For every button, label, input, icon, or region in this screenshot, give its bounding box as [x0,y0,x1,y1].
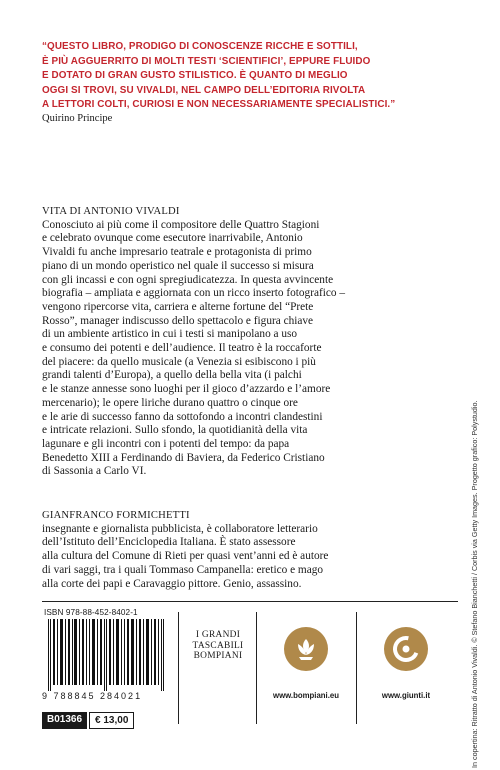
synopsis-line: del piacere: da quello musicale (a Venezia si esibiscono i più [42,355,316,368]
synopsis-line: mercenario); le opere liriche durano quattro o cinque ore [42,396,298,409]
separator [178,612,179,724]
synopsis-line: Benedetto XIII a Ferdinando di Baviera, da Federico Cristiano [42,451,325,464]
price: € 13,00 [89,712,134,729]
giunti-logo-icon [384,627,428,671]
bompiani-url: www.bompiani.eu [273,691,339,700]
author-line: alla corte dei papi e Caravaggio pittore. Genio, assassino. [42,577,302,590]
price-row [42,712,134,729]
author-line: di vari saggi, tra i quali Tommaso Campanella: eretico e mago [42,563,324,576]
ean-digits: 9 788845 284021 [42,691,143,701]
synopsis [42,205,462,479]
synopsis-line: biografia – ampliata e aggiornata con un ricco inserto fotografico – [42,287,346,300]
barcode [42,619,170,691]
synopsis-line: di un ambiente artistico in cui i testi si manipolano a uso [42,328,298,341]
synopsis-line: e le arie di successo fanno da sottofondo a incontri clandestini [42,410,323,423]
synopsis-line: Vivaldi fu anche impresario teatrale e protagonista di primo [42,246,312,259]
synopsis-line: con gli incassi e con ogni spregiudicatezza. In questa avvincente [42,273,334,286]
author-line: alla cultura del Comune di Rieti per quasi vent’anni ed è autore [42,550,329,563]
author-bio [42,509,462,591]
synopsis-line: e celebrato ovunque come esecutore inarrivabile, Antonio [42,232,303,245]
separator [356,612,357,724]
synopsis-line: grandi talenti d’Europa), a quello della bella vita (i palchi [42,369,302,382]
synopsis-line: lagunare e gli incontri con i potenti del tempo: da papa [42,437,290,450]
quote-line: OGGI SI TROVI, SU VIVALDI, NEL CAMPO DELL’EDITORIA RIVOLTA [42,84,366,96]
cover-credits: In copertina: Ritratto di Antonio Vivaldi. © Stefano Bianchetti / Corbis via Getty Images. Progetto grafico: Polystudio. [470,400,479,768]
synopsis-heading: VITA DI ANTONIO VIVALDI [42,206,180,217]
author-line: insegnante e giornalista pubblicista, è collaboratore letterario [42,522,318,535]
author-line: dell’Istituto dell’Enciclopedia Italiana. È stato assessore [42,536,296,549]
quote-line: “QUESTO LIBRO, PRODIGO DI CONOSCENZE RICCHE E SOTTILI, [42,41,358,52]
synopsis-line: di Sassonia a Carlo VI. [42,465,147,478]
synopsis-line: Rosso”, manager indiscusso dello spettacolo e figura chiave [42,314,314,327]
item-code: B01366 [42,712,87,729]
synopsis-line: vengono ripercorse vita, carriera e alterne fortune del “Prete [42,300,314,313]
author-name: GIANFRANCO FORMICHETTI [42,510,190,521]
bompiani-logo-icon [284,627,328,671]
isbn-text: ISBN 978-88-452-8402-1 [44,608,138,617]
quote-line: È PIÙ AGGUERRITO DI MOLTI TESTI ‘SCIENTIFICI’, EPPURE FLUIDO [42,55,371,67]
quote-line: E DOTATO DI GRAN GUSTO STILISTICO. È QUANTO DI MEGLIO [42,70,348,82]
synopsis-line: e intricate relazioni. Sullo sfondo, la quotidianità della vita [42,424,308,437]
series-name: I GRANDI TASCABILI BOMPIANI [192,630,244,662]
synopsis-line: Conosciuto ai più come il compositore delle Quattro Stagioni [42,218,320,231]
synopsis-line: piano di un mondo operistico nel quale il successo si misura [42,259,314,272]
separator [256,612,257,724]
quote-line: A LETTORI COLTI, CURIOSI E NON NECESSARIAMENTE SPECIALISTICI.” [42,99,396,111]
giunti-url: www.giunti.it [381,691,431,700]
divider [42,601,458,602]
quote-block [42,40,442,113]
quote-attribution: Quirino Principe [42,113,113,124]
synopsis-line: e consumo dei potenti e dell’audience. Il teatro è la roccaforte [42,342,322,355]
barcode-block [42,608,172,701]
synopsis-line: e le stanze annesse sono luoghi per il gioco d’azzardo e l’amore [42,383,331,396]
